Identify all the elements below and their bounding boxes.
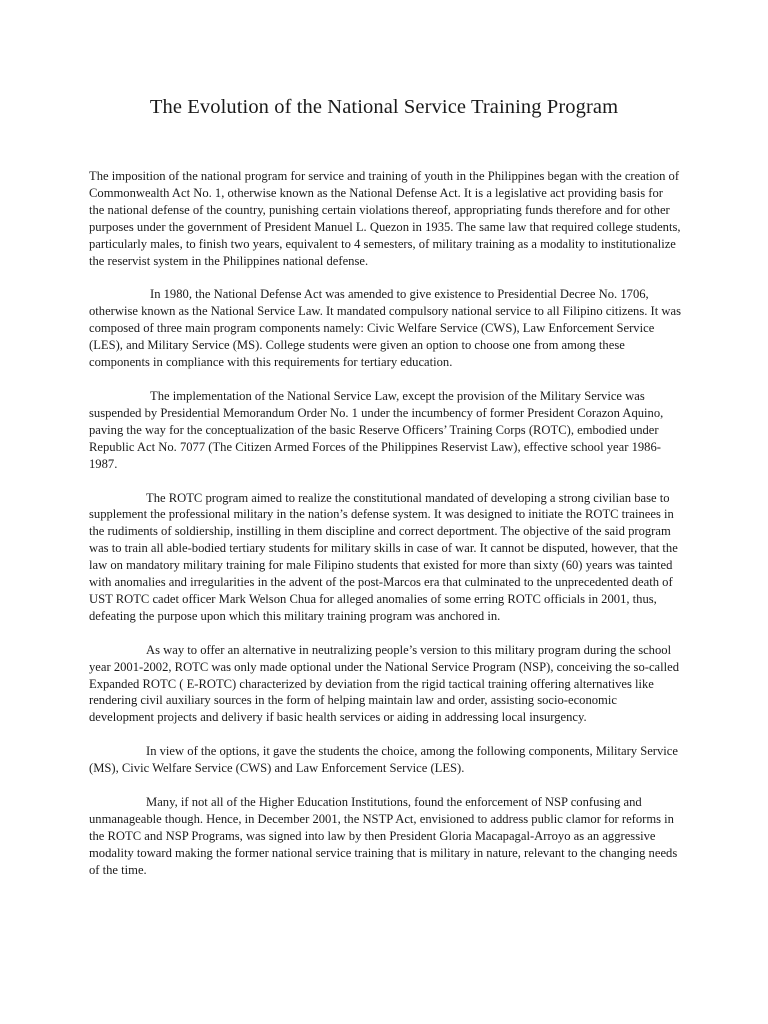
- paragraph-rotc-program: The ROTC program aimed to realize the constitutional mandated of developing a strong civilian base to supplement the professional military in the nation’s defense system. It was designed to initiate the ROTC trainees in the rudiments of soldiership, instilling in them discipline and correct deportment. The objective of the said program was to train all able-bodied tertiary students for military skills in case of war. It cannot be disputed, however, that the law on mandatory military training for male Filipino students that existed for more than sixty (60) years was tainted with anomalies and irregularities in the advent of the post-Marcos era that culminated to the unprecedented death of UST ROTC cadet officer Mark Welson Chua for alleged anomalies of some erring ROTC officials in 2001, thus, defeating the purpose upon which this military training program was anchored in.: [89, 490, 678, 623]
- paragraph-national-service-law: In 1980, the National Defense Act was amended to give existence to Presidential Decree No. 1706, otherwise known as the National Service Law. It mandated compulsory national service to all Filipino citizens. It was composed of three main program components namely: Civic Welfare Service (CWS), Law Enforcement Service (LES), and Military Service (MS). College students were given an option to choose one from among these components in compliance with this requirements for tertiary education.: [89, 287, 681, 370]
- paragraph-rotc-basic: The implementation of the National Service Law, except the provision of the Military Service was suspended by Presidential Memorandum Order No. 1 under the incumbency of former President Corazon Aquino, paving the way for the conceptualization of the basic Reserve Officers’ Training Corps (ROTC), embodied under Republic Act No. 7077 (The Citizen Armed Forces of the Philippines Reservist Law), effective school year 1986-1987.: [89, 388, 664, 471]
- page-title: The Evolution of the National Service Training Program: [149, 96, 619, 118]
- paragraph-expanded-rotc: As way to offer an alternative in neutralizing people’s version to this military program during the school year 2001-2002, ROTC was only made optional under the National Service Program (NSP), conceiving the so-called Expanded ROTC ( E-ROTC) characterized by deviation from the rigid tactical training offering alternatives like rendering civil auxiliary sources in the form of helping maintain law and order, assisting socio-economic development projects and delivery if basic health services or aiding in addressing local insurgency.: [89, 642, 680, 725]
- document-body: [89, 168, 681, 896]
- paragraph-options: In view of the options, it gave the students the choice, among the following components, Military Service (MS), Civic Welfare Service (CWS) and Law Enforcement Service (LES).: [89, 744, 678, 776]
- paragraph-nstp-act: Many, if not all of the Higher Education Institutions, found the enforcement of NSP confusing and unmanageable though. Hence, in December 2001, the NSTP Act, envisioned to address public clamor for reforms in the ROTC and NSP Programs, was signed into law by then President Gloria Macapagal-Arroyo as an aggressive modality toward making the former national service training that is military in nature, relevant to the changing needs of the time.: [89, 795, 678, 877]
- paragraph-commonwealth-act: The imposition of the national program for service and training of youth in the Philippines began with the creation of Commonwealth Act No. 1, otherwise known as the National Defense Act. It is a legislative act providing basis for the national defense of the country, punishing certain violations thereof, appropriating funds therefore and for other purposes under the government of President Manuel L. Quezon in 1935. The same law that required college students, particularly males, to finish two years, equivalent to 4 semesters, of military training as a modality to institutionalize the reservist system in the Philippines national defense.: [89, 169, 681, 268]
